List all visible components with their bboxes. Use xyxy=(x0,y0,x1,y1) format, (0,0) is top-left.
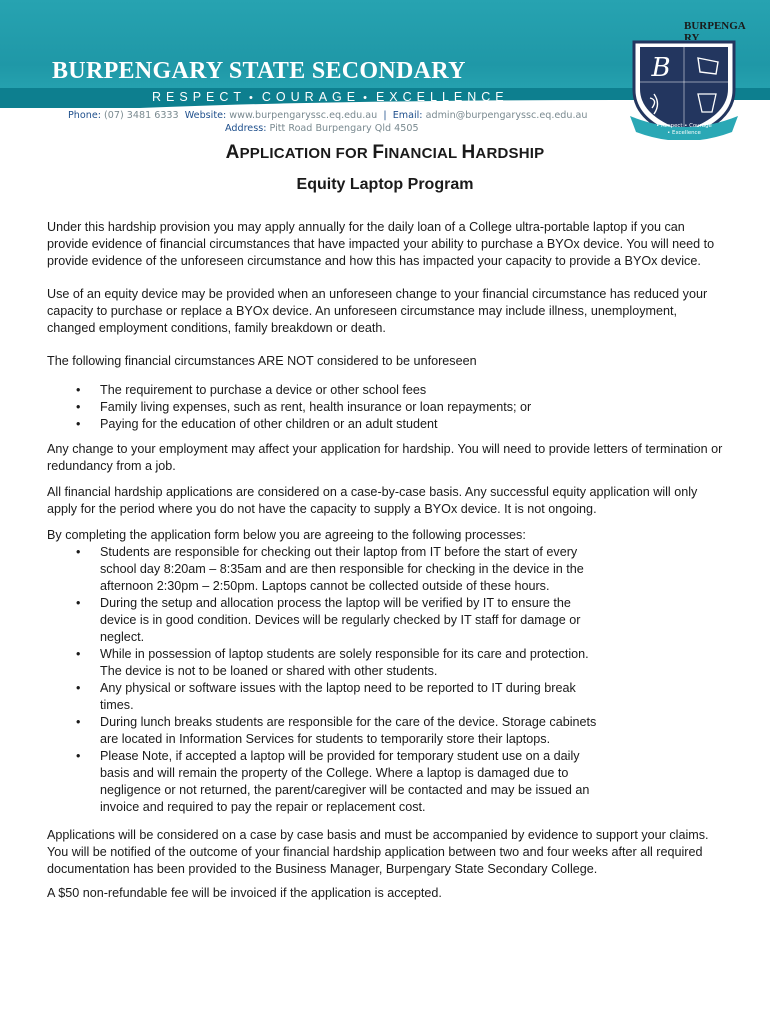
address-label: Address: xyxy=(225,123,267,134)
list-item-text: Students are responsible for checking out their laptop from IT before the start of every school day 8:20am – 8:35am and are then responsible for checking in the device in the afternoon 2:30pm – 2:50pm. Laptops cannot be collected outside of these hours. xyxy=(100,545,584,593)
list-item-text: Please Note, if accepted a laptop will be provided for temporary student use on a daily basis and will remain the property of the College. Where a laptop is damaged due to negligence or not returned, the parent/caregiver will be contacted and may be issued an invoice and required to pay the repair or replacement cost. xyxy=(100,749,590,814)
contact-divider: | xyxy=(383,110,387,121)
paragraph-eligibility: Under this hardship provision you may apply annually for the daily loan of a College ultra-portable laptop if you can provide evidence of financial circumstances that have impacted your ability to purchase a BYOx device. You will need to provide evidence of the unforeseen circumstance and how this has impacted your capacity to provide a BYOx device. xyxy=(47,220,715,268)
bullet-icon: • xyxy=(76,545,81,559)
contact-line xyxy=(68,110,588,121)
bullet-icon: • xyxy=(76,400,81,414)
list-item xyxy=(47,680,610,714)
list-item-text: Paying for the education of other children or an adult student xyxy=(100,417,438,431)
list-item xyxy=(47,416,727,433)
bullet-icon: • xyxy=(76,417,81,431)
list-item xyxy=(47,382,727,399)
crest-ribbon-text: • Respect • Courage xyxy=(656,123,712,129)
bullet-icon: • xyxy=(76,647,81,661)
crest-ribbon-text: • Excellence xyxy=(667,130,701,136)
motto-word-excellence: EXCELLENCE xyxy=(375,90,509,104)
motto-word-courage: COURAGE xyxy=(261,90,361,104)
website-label: Website: xyxy=(184,110,227,121)
bullet-icon: • xyxy=(76,681,81,695)
bullet-icon: • xyxy=(76,715,81,729)
list-item xyxy=(47,595,610,646)
list-item-text: During the setup and allocation process the laptop will be verified by IT to ensure the device is in good condition. Devices will be regularly checked by IT staff for damage or neglect. xyxy=(100,596,581,644)
title-initial: A xyxy=(225,142,240,163)
list-item xyxy=(47,544,610,595)
excluded-circumstances-list xyxy=(47,382,727,433)
list-item xyxy=(47,646,610,680)
email-link[interactable]: admin@burpengaryssc.eq.edu.au xyxy=(425,110,588,121)
crest-letter: B xyxy=(651,53,671,83)
list-item-text: The requirement to purchase a device or other school fees xyxy=(100,383,427,397)
list-item-text: Family living expenses, such as rent, health insurance or loan repayments; or xyxy=(100,400,532,414)
school-name: BURPENGARY STATE SECONDARY xyxy=(52,58,466,84)
list-item-text: While in possession of laptop students are solely responsible for its care and protection. The device is not to be loaned or shared with other students. xyxy=(100,647,589,678)
address-value: Pitt Road Burpengary Qld 4505 xyxy=(269,123,419,134)
title-initial: F xyxy=(372,142,385,163)
school-crest-logo xyxy=(628,38,740,140)
title-text: ARDSHIP xyxy=(475,145,545,162)
list-item xyxy=(47,748,610,816)
address-line xyxy=(225,123,419,134)
title-initial: H xyxy=(461,142,476,163)
motto-separator: • xyxy=(363,92,367,104)
title-text: INANCIAL xyxy=(384,145,462,162)
paragraph-evidence: Applications will be considered on a case by case basis and must be accompanied by evidence to support your claims. You will be notified of the outcome of your financial hardship application between two and four weeks after all required documentation has been provided to the Business Manager, Burpengary State Secondary College. xyxy=(47,828,709,876)
title-text: PPLICATION FOR xyxy=(239,145,373,162)
paragraph-agreement: By completing the application form below you are agreeing to the following processes: xyxy=(47,528,526,542)
bullet-icon: • xyxy=(76,749,81,763)
motto-separator: • xyxy=(249,92,253,104)
document-title xyxy=(0,142,770,164)
processes-list xyxy=(47,544,727,816)
paragraph-employment: Any change to your employment may affect your application for hardship. You will need to provide letters of termination or redundancy from a job. xyxy=(47,442,723,473)
list-item-text: Any physical or software issues with the laptop need to be reported to IT during break times. xyxy=(100,681,576,712)
paragraph-fee: A $50 non-refundable fee will be invoiced if the application is accepted. xyxy=(47,886,442,900)
paragraph-case-by-case: All financial hardship applications are considered on a case-by-case basis. Any successful equity application will only apply for the period where you do not have the capacity to supply a BYOx device. It is not ongoing. xyxy=(47,485,698,516)
phone-number: (07) 3481 6333 xyxy=(104,110,179,121)
phone-label: Phone: xyxy=(68,110,101,121)
school-motto xyxy=(152,88,509,106)
document-subtitle: Equity Laptop Program xyxy=(296,176,474,193)
paragraph-unforeseen-change: Use of an equity device may be provided when an unforeseen change to your financial circumstance has reduced your capacity to purchase or replace a BYOx device. An unforeseen circumstance may include illness, unemployment, changed employment conditions, family breakdown or death. xyxy=(47,287,708,335)
paragraph-not-unforeseen: The following financial circumstances ARE NOT considered to be unforeseen xyxy=(47,354,477,368)
list-item xyxy=(47,714,610,748)
list-item xyxy=(47,399,727,416)
motto-word-respect: RESPECT xyxy=(152,90,247,104)
email-label: Email: xyxy=(392,110,423,121)
crest-caption: BURPENGARY xyxy=(684,20,746,40)
document-body xyxy=(47,219,727,902)
bullet-icon: • xyxy=(76,596,81,610)
list-item-text: During lunch breaks students are responsible for the care of the device. Storage cabinets are located in Information Services for students to temporarily store their laptops. xyxy=(100,715,597,746)
website-link[interactable]: www.burpengaryssc.eq.edu.au xyxy=(229,110,378,121)
bullet-icon: • xyxy=(76,383,81,397)
